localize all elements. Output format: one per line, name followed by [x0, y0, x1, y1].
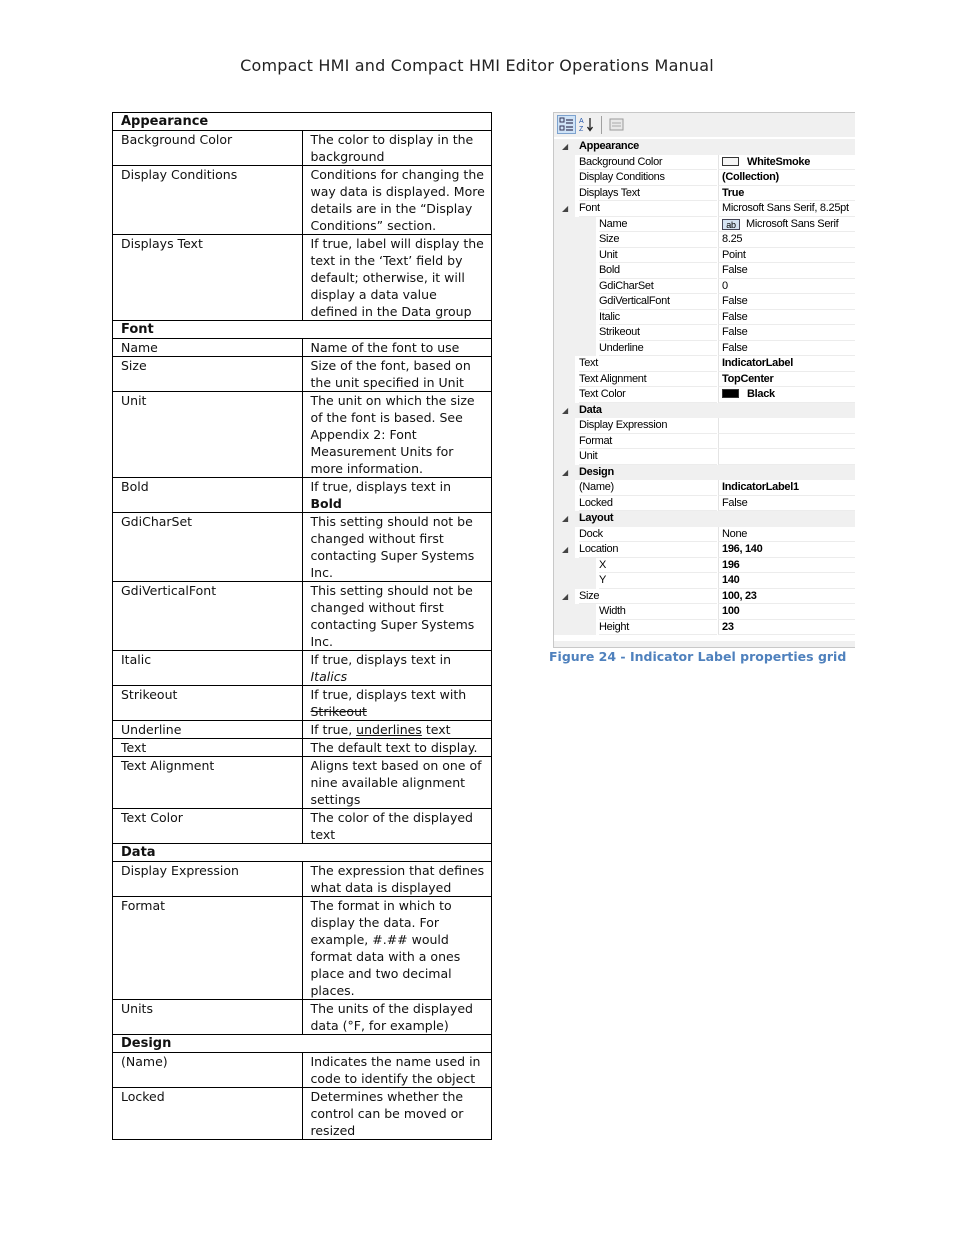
- grid-gutter: [554, 496, 575, 512]
- table-row: [113, 757, 492, 809]
- table-row: [113, 235, 492, 321]
- grid-indent: [575, 620, 596, 636]
- grid-value-text: 140: [722, 574, 740, 586]
- property-name: Italic: [113, 651, 303, 686]
- grid-indent: [575, 558, 596, 574]
- grid-property-name: Height: [599, 620, 717, 636]
- grid-property-value[interactable]: [718, 217, 855, 233]
- property-description: [302, 651, 492, 686]
- description-text: If true, displays text with: [310, 687, 467, 702]
- grid-property-value[interactable]: [718, 170, 855, 186]
- grid-property-row[interactable]: [554, 449, 855, 465]
- grid-property-value[interactable]: [718, 387, 855, 403]
- grid-gutter: [554, 294, 575, 310]
- collapse-icon[interactable]: ◢: [562, 591, 568, 601]
- grid-property-value[interactable]: [718, 372, 855, 388]
- grid-value-text: None: [722, 527, 748, 540]
- collapse-icon[interactable]: ◢: [562, 204, 568, 213]
- table-row: [113, 686, 492, 721]
- description-text: This setting should not be changed without first contacting Super Systems Inc.: [310, 514, 475, 580]
- grid-property-value[interactable]: [718, 263, 855, 279]
- grid-property-value[interactable]: [718, 434, 855, 450]
- grid-property-value[interactable]: [718, 155, 855, 171]
- grid-property-value[interactable]: [718, 356, 855, 372]
- grid-property-row[interactable]: [554, 573, 855, 589]
- grid-value-text: IndicatorLabel1: [722, 481, 799, 493]
- description-text: Determines whether the control can be moved or resized: [310, 1089, 464, 1138]
- grid-property-name: Name: [599, 217, 717, 233]
- grid-property-row[interactable]: [554, 527, 855, 543]
- grid-value-text: False: [722, 264, 748, 276]
- grid-property-name: Y: [599, 573, 717, 589]
- grid-indent: [575, 248, 596, 264]
- table-row: [113, 357, 492, 392]
- grid-property-value[interactable]: [718, 604, 855, 620]
- table-row: [113, 862, 492, 897]
- grid-property-row[interactable]: [554, 155, 855, 171]
- description-text: If true, displays text in: [310, 479, 452, 494]
- grid-property-value[interactable]: [718, 449, 855, 465]
- grid-value-text: IndicatorLabel: [722, 357, 793, 369]
- description-text: The units of the displayed data (°F, for example): [310, 1001, 473, 1033]
- grid-property-value[interactable]: [718, 186, 855, 202]
- property-description: [302, 357, 492, 392]
- grid-indent: [575, 325, 596, 341]
- grid-property-row[interactable]: [554, 341, 855, 357]
- grid-indent: [575, 263, 596, 279]
- property-description: [302, 721, 492, 739]
- grid-property-name: Locked: [579, 496, 717, 512]
- grid-category-row[interactable]: [554, 511, 855, 527]
- table-row: [113, 131, 492, 166]
- grid-gutter: [554, 372, 575, 388]
- property-name: GdiCharSet: [113, 513, 303, 582]
- grid-gutter: [554, 620, 575, 636]
- grid-property-name: GdiVerticalFont: [599, 294, 717, 310]
- grid-property-name: Size: [579, 589, 717, 605]
- page-header: Compact HMI and Compact HMI Editor Operations Manual: [240, 56, 714, 75]
- grid-property-name: Unit: [599, 248, 717, 264]
- grid-value-text: Microsoft Sans Serif, 8.25pt: [722, 202, 849, 214]
- figure-caption: Figure 24 - Indicator Label properties grid: [549, 649, 847, 664]
- grid-property-name: Font: [579, 201, 717, 217]
- grid-property-row[interactable]: [554, 480, 855, 496]
- grid-value-text: Microsoft Sans Serif: [746, 217, 839, 230]
- grid-value-text: False: [722, 310, 748, 323]
- property-description: [302, 686, 492, 721]
- property-description: [302, 339, 492, 357]
- grid-indent: [575, 217, 596, 233]
- grid-property-name: Underline: [599, 341, 717, 357]
- property-name: Strikeout: [113, 686, 303, 721]
- grid-property-row[interactable]: [554, 217, 855, 233]
- grid-gutter: [554, 325, 575, 341]
- grid-property-name: Appearance: [579, 140, 639, 152]
- property-name: (Name): [113, 1053, 303, 1088]
- grid-property-row[interactable]: [554, 387, 855, 403]
- grid-property-row[interactable]: [554, 201, 855, 217]
- grid-property-row[interactable]: [554, 558, 855, 574]
- grid-property-row[interactable]: [554, 263, 855, 279]
- property-name: Locked: [113, 1088, 303, 1140]
- section-title: Design: [113, 1035, 492, 1053]
- grid-property-value[interactable]: [718, 542, 855, 558]
- grid-indent: [575, 232, 596, 248]
- grid-property-name: Background Color: [579, 155, 717, 171]
- property-description: [302, 1053, 492, 1088]
- property-name: Underline: [113, 721, 303, 739]
- description-text: Conditions for changing the way data is displayed. More details are in the “Display Conditions” section.: [310, 167, 485, 233]
- grid-indent: [575, 604, 596, 620]
- collapse-icon[interactable]: ◢: [562, 467, 568, 477]
- grid-property-name: Design: [579, 465, 614, 478]
- svg-text:Z: Z: [579, 126, 583, 133]
- description-text: Size of the font, based on the unit specified in Unit: [310, 358, 471, 390]
- grid-property-row[interactable]: [554, 279, 855, 295]
- grid-property-row[interactable]: [554, 248, 855, 264]
- section-title: Appearance: [113, 113, 492, 131]
- property-description: [302, 739, 492, 757]
- description-text: The color to display in the background: [310, 132, 474, 164]
- table-row: [113, 166, 492, 235]
- grid-gutter: [554, 434, 575, 450]
- grid-property-value[interactable]: [718, 279, 855, 295]
- grid-property-value[interactable]: [718, 589, 855, 605]
- grid-property-name: Text Color: [579, 387, 717, 403]
- grid-property-row[interactable]: [554, 232, 855, 248]
- grid-property-value[interactable]: [718, 310, 855, 326]
- property-name: Units: [113, 1000, 303, 1035]
- grid-indent: [575, 294, 596, 310]
- description-text: Name of the font to use: [310, 340, 460, 355]
- property-name: Display Conditions: [113, 166, 303, 235]
- grid-indent: [575, 573, 596, 589]
- alphabetical-sort-icon[interactable]: [578, 115, 597, 134]
- description-emphasis: underlines: [356, 722, 422, 737]
- grid-gutter: [554, 449, 575, 465]
- table-row: [113, 478, 492, 513]
- property-name: Size: [113, 357, 303, 392]
- property-description: [302, 757, 492, 809]
- grid-value-text: False: [722, 341, 748, 354]
- grid-property-value[interactable]: [718, 294, 855, 310]
- property-pages-icon[interactable]: [607, 115, 626, 134]
- grid-property-row[interactable]: [554, 620, 855, 636]
- grid-gutter: [554, 558, 575, 574]
- grid-property-name: X: [599, 558, 717, 574]
- property-description: [302, 166, 492, 235]
- property-description: [302, 1000, 492, 1035]
- grid-property-row[interactable]: [554, 186, 855, 202]
- description-emphasis: Italics: [310, 669, 348, 684]
- grid-gutter: [554, 248, 575, 264]
- grid-property-row[interactable]: [554, 604, 855, 620]
- grid-category-row[interactable]: [554, 465, 855, 481]
- collapse-icon[interactable]: ◢: [562, 514, 568, 523]
- grid-property-value[interactable]: [718, 248, 855, 264]
- grid-property-row[interactable]: [554, 434, 855, 450]
- grid-property-row[interactable]: [554, 294, 855, 310]
- section-title: Data: [113, 844, 492, 862]
- grid-property-name: Bold: [599, 263, 717, 279]
- grid-gutter: [554, 527, 575, 543]
- property-name: Text Color: [113, 809, 303, 844]
- description-text: If true,: [310, 722, 357, 737]
- grid-gutter: [554, 341, 575, 357]
- table-row: [113, 339, 492, 357]
- properties-table: [112, 112, 492, 1140]
- grid-property-value[interactable]: [718, 341, 855, 357]
- grid-category-row[interactable]: [554, 139, 855, 155]
- table-row: [113, 1000, 492, 1035]
- collapse-icon[interactable]: ◢: [562, 142, 568, 151]
- grid-gutter: [554, 604, 575, 620]
- property-name: Display Expression: [113, 862, 303, 897]
- section-title: Font: [113, 321, 492, 339]
- grid-property-name: Text: [579, 356, 717, 372]
- grid-indent: [575, 341, 596, 357]
- svg-text:A: A: [579, 118, 584, 125]
- grid-value-text: False: [722, 496, 748, 509]
- grid-value-text: Black: [747, 388, 775, 400]
- font-preview-icon: ab: [722, 219, 740, 230]
- grid-gutter: [554, 263, 575, 279]
- grid-property-name: Text Alignment: [579, 372, 717, 388]
- property-name: Text Alignment: [113, 757, 303, 809]
- property-name: GdiVerticalFont: [113, 582, 303, 651]
- grid-property-name: Size: [599, 232, 717, 248]
- grid-value-text: False: [722, 326, 748, 338]
- grid-property-name: Width: [599, 604, 717, 620]
- description-text: Indicates the name used in code to identify the object: [310, 1054, 481, 1086]
- property-name: Background Color: [113, 131, 303, 166]
- description-text: Aligns text based on one of nine available alignment settings: [310, 758, 482, 807]
- grid-value-text: Point: [722, 248, 746, 261]
- grid-property-value[interactable]: [718, 480, 855, 496]
- grid-property-value[interactable]: [718, 325, 855, 341]
- grid-property-name: Data: [579, 403, 602, 416]
- property-name: Unit: [113, 392, 303, 478]
- description-emphasis: Bold: [310, 496, 342, 511]
- grid-property-value[interactable]: [718, 418, 855, 434]
- color-swatch: [722, 157, 739, 166]
- table-row: [113, 721, 492, 739]
- grid-gutter: [554, 310, 575, 326]
- property-name: Text: [113, 739, 303, 757]
- grid-value-text: TopCenter: [722, 372, 774, 385]
- property-description: [302, 478, 492, 513]
- grid-property-value[interactable]: [718, 527, 855, 543]
- description-text: The default text to display.: [310, 740, 478, 755]
- grid-property-name: Displays Text: [579, 186, 717, 202]
- description-text-after: text: [421, 722, 451, 737]
- grid-property-row[interactable]: [554, 310, 855, 326]
- grid-property-row[interactable]: [554, 589, 855, 605]
- description-text: The color of the displayed text: [310, 810, 473, 842]
- property-description: [302, 809, 492, 844]
- grid-property-name: Format: [579, 434, 717, 450]
- description-text: This setting should not be changed without first contacting Super Systems Inc.: [310, 583, 475, 649]
- grid-property-name: Dock: [579, 527, 717, 543]
- grid-value-text: False: [722, 295, 748, 307]
- grid-property-value[interactable]: [718, 620, 855, 636]
- toolbar-separator: [601, 116, 602, 134]
- collapse-icon[interactable]: ◢: [562, 405, 568, 415]
- grid-gutter: [554, 217, 575, 233]
- grid-property-value[interactable]: [718, 558, 855, 574]
- property-description: [302, 582, 492, 651]
- grid-gutter: [554, 387, 575, 403]
- collapse-icon[interactable]: ◢: [562, 545, 568, 554]
- property-grid-toolbar: [554, 113, 855, 137]
- property-grid-footer: [554, 641, 855, 647]
- grid-property-row[interactable]: [554, 496, 855, 512]
- grid-property-row[interactable]: [554, 418, 855, 434]
- grid-property-row[interactable]: [554, 356, 855, 372]
- grid-property-name: Italic: [599, 310, 717, 326]
- grid-value-text: True: [722, 186, 745, 199]
- grid-property-value[interactable]: [718, 201, 855, 217]
- grid-value-text: 100: [722, 605, 740, 617]
- grid-property-row[interactable]: [554, 542, 855, 558]
- grid-property-name: Display Conditions: [579, 170, 717, 186]
- grid-gutter: [554, 186, 575, 202]
- grid-gutter: [554, 573, 575, 589]
- description-text: The unit on which the size of the font is based. See Appendix 2: Font Measurement Units for more information.: [310, 393, 475, 476]
- grid-property-name: Strikeout: [599, 325, 717, 341]
- grid-property-value[interactable]: [718, 496, 855, 512]
- section-row: [113, 321, 492, 339]
- table-row: [113, 582, 492, 651]
- description-text: The format in which to display the data. For example, #.## would format data with a ones place and two decimal places.: [310, 898, 461, 998]
- table-row: [113, 651, 492, 686]
- grid-value-text: 196, 140: [722, 543, 763, 555]
- description-text: The expression that defines what data is displayed: [310, 863, 485, 895]
- grid-property-name: GdiCharSet: [599, 279, 717, 295]
- description-emphasis: Strikeout: [310, 704, 367, 719]
- grid-category-row[interactable]: [554, 403, 855, 419]
- table-row: [113, 809, 492, 844]
- section-row: [113, 113, 492, 131]
- grid-property-name: Layout: [579, 512, 614, 524]
- property-name: Bold: [113, 478, 303, 513]
- property-description: [302, 1088, 492, 1140]
- table-row: [113, 392, 492, 478]
- table-row: [113, 1088, 492, 1140]
- grid-property-row[interactable]: [554, 372, 855, 388]
- grid-indent: [575, 279, 596, 295]
- grid-gutter: [554, 279, 575, 295]
- grid-property-name: Location: [579, 542, 717, 558]
- property-description: [302, 131, 492, 166]
- color-swatch: [722, 389, 739, 398]
- grid-value-text: WhiteSmoke: [747, 155, 811, 168]
- property-description: [302, 235, 492, 321]
- grid-property-value[interactable]: [718, 573, 855, 589]
- table-row: [113, 1053, 492, 1088]
- table-row: [113, 897, 492, 1000]
- property-name: Displays Text: [113, 235, 303, 321]
- grid-value-text: (Collection): [722, 171, 779, 183]
- property-description: [302, 513, 492, 582]
- grid-property-name: Display Expression: [579, 418, 717, 434]
- grid-indent: [575, 310, 596, 326]
- grid-gutter: [554, 155, 575, 171]
- property-name: Format: [113, 897, 303, 1000]
- property-grid[interactable]: [553, 112, 855, 648]
- property-name: Name: [113, 339, 303, 357]
- grid-gutter: [554, 356, 575, 372]
- table-row: [113, 513, 492, 582]
- section-row: [113, 844, 492, 862]
- grid-gutter: [554, 170, 575, 186]
- grid-gutter: [554, 232, 575, 248]
- grid-property-name: Unit: [579, 449, 717, 465]
- section-row: [113, 1035, 492, 1053]
- grid-property-name: (Name): [579, 480, 717, 496]
- grid-gutter: [554, 418, 575, 434]
- grid-value-text: 100, 23: [722, 589, 757, 602]
- property-description: [302, 862, 492, 897]
- grid-value-text: 0: [722, 279, 728, 292]
- grid-value-text: 8.25: [722, 233, 743, 245]
- grid-value-text: 23: [722, 620, 734, 633]
- grid-gutter: [554, 480, 575, 496]
- categorized-icon[interactable]: [557, 115, 576, 134]
- grid-property-row[interactable]: [554, 170, 855, 186]
- property-grid-rows: [554, 139, 855, 635]
- property-description: [302, 392, 492, 478]
- description-text: If true, displays text in: [310, 652, 452, 667]
- grid-value-text: 196: [722, 558, 740, 571]
- grid-property-value[interactable]: [718, 232, 855, 248]
- grid-property-row[interactable]: [554, 325, 855, 341]
- property-description: [302, 897, 492, 1000]
- description-text: If true, label will display the text in the ‘Text’ field by default; otherwise, it will display a data value defined in the Data group: [310, 236, 484, 319]
- table-row: [113, 739, 492, 757]
